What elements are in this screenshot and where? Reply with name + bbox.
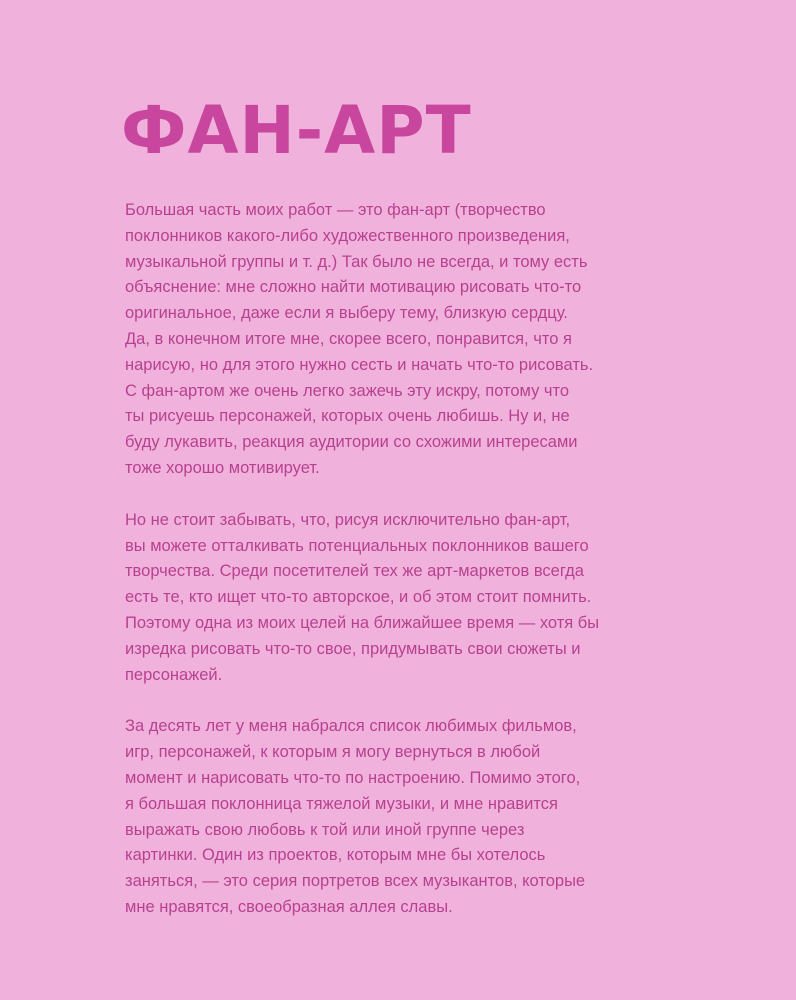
page-title: ФАН-АРТ xyxy=(121,92,472,169)
paragraph-2: Но не стоит забывать, что, рисуя исключительно фан-арт, вы можете отталкивать потенциальных поклонников вашего творчества. Среди посетителей тех же арт-маркетов всегда есть те, кто ищет что-то авторское, и об этом стоит помнить. Поэтому одна из моих целей на ближайшее время — хотя бы изредка рисовать что-то свое, придумывать свои сюжеты и персонажей. xyxy=(125,510,600,684)
body-text xyxy=(125,198,665,947)
paragraph-3: За десять лет у меня набрался список любимых фильмов, игр, персонажей, к которым я могу вернуться в любой момент и нарисовать что-то по настроению. Помимо этого, я большая поклонница тяжелой музыки, и мне нравится выражать свою любовь к той или иной группе через картинки. Один из проектов, которым мне бы хотелось заняться, — это серия портретов всех музыкантов, которые мне нравятся, своеобразная аллея славы. xyxy=(125,717,586,916)
paragraph-1: Большая часть моих работ — это фан-арт (творчество поклонников какого-либо художественного произведения, музыкальной группы и т. д.) Так было не всегда, и тому есть объяснение: мне сложно найти мотивацию рисовать что-то оригинальное, даже если я выберу тему, близкую сердцу. Да, в конечном итоге мне, скорее всего, понравится, что я нарисую, но для этого нужно сесть и начать что-то рисовать. С фан-артом же очень легко зажечь эту искру, потому что ты рисуешь персонажей, которых очень любишь. Ну и, не буду лукавить, реакция аудитории со схожими интересами тоже хорошо мотивирует. xyxy=(125,201,594,477)
